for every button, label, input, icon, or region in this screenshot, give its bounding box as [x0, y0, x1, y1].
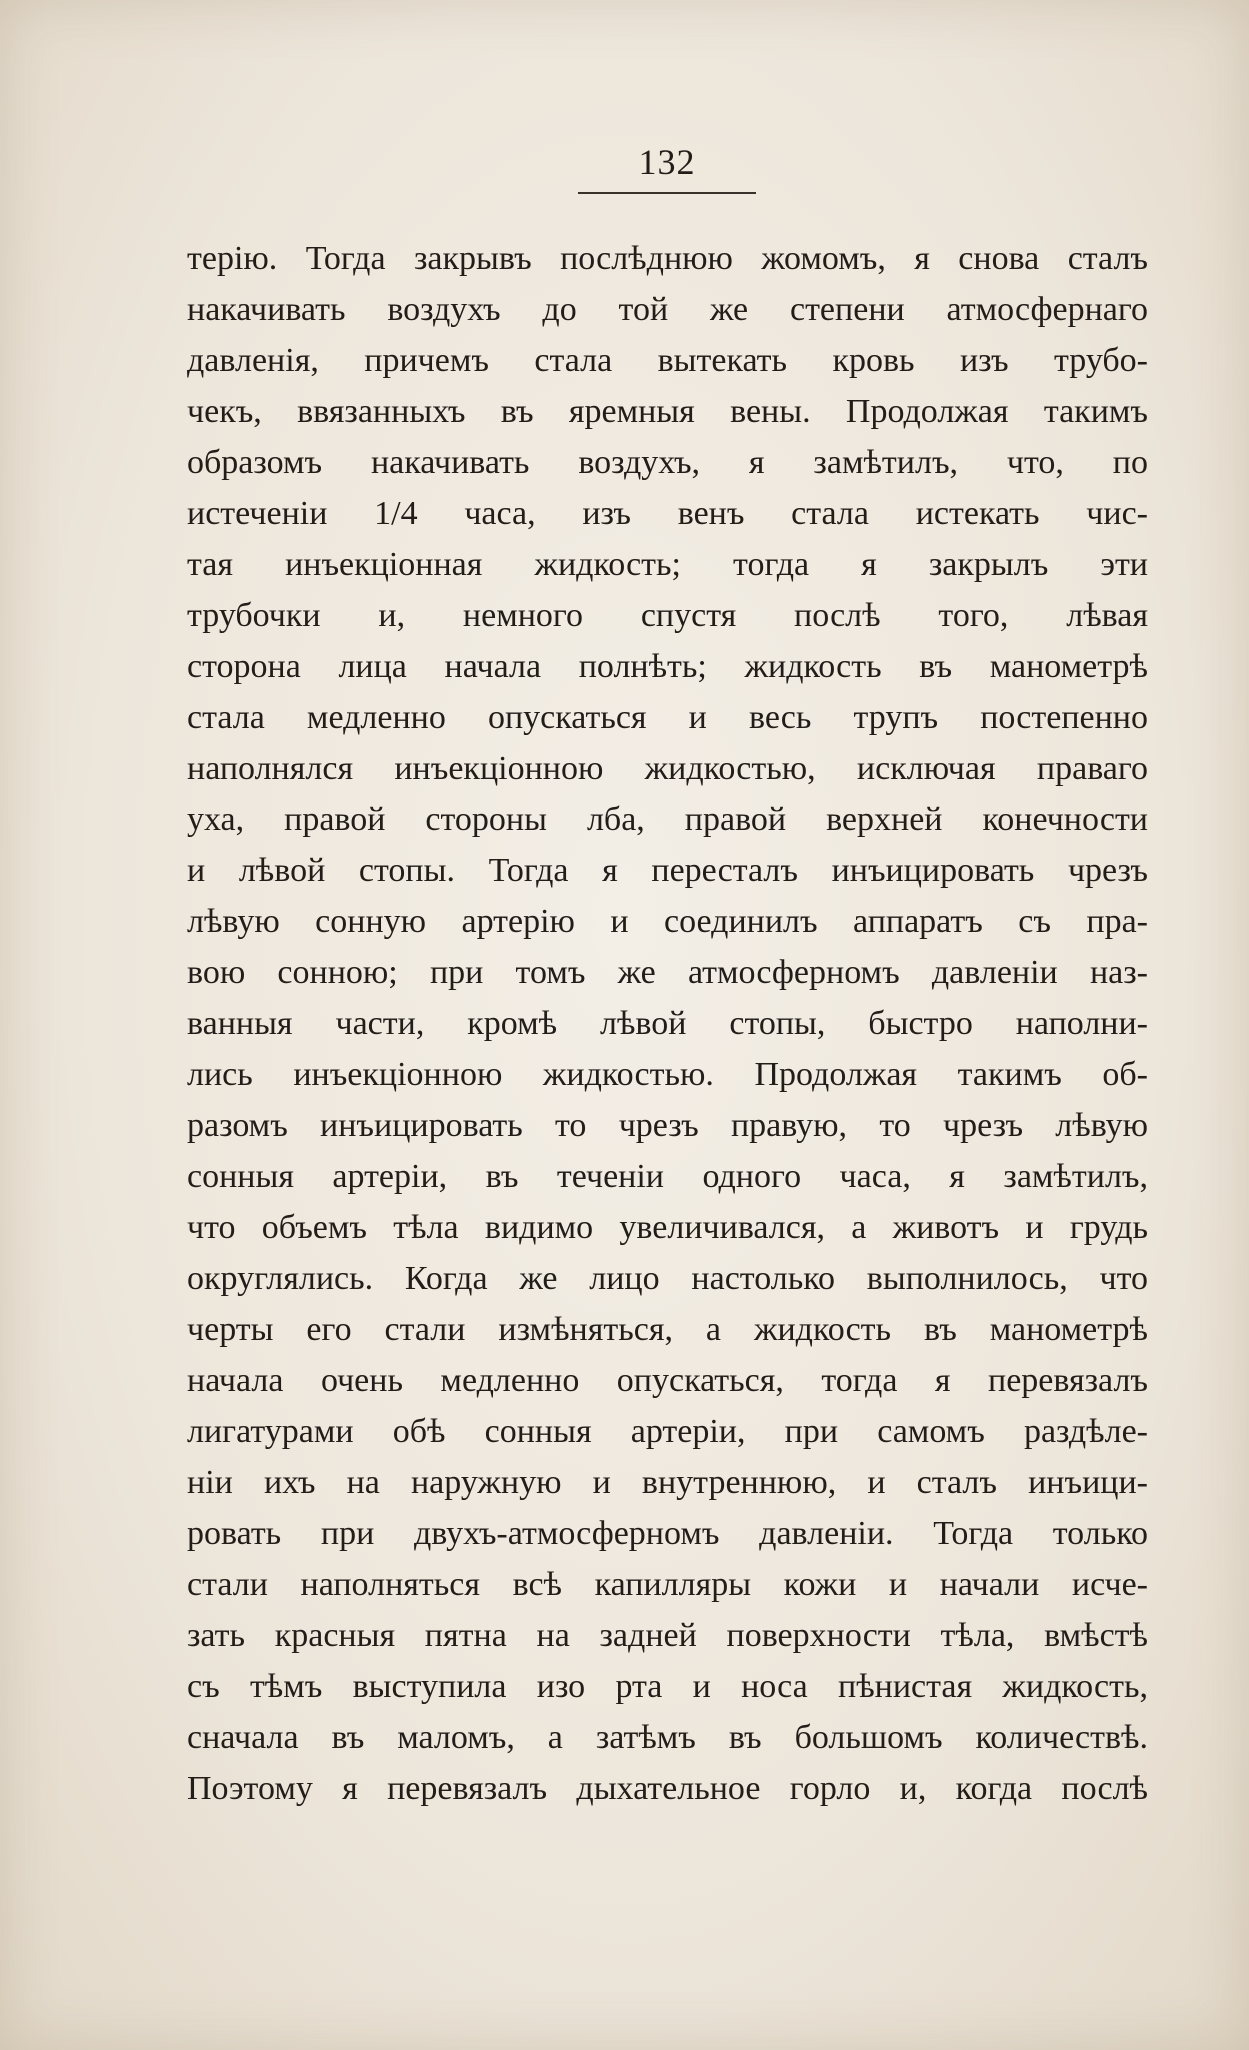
header-rule [578, 192, 756, 194]
text-line: Поэтому я перевязалъ дыхательное горло и, когда послѣ [187, 1770, 1148, 1807]
text-line: зать красныя пятна на задней поверхности тѣла, вмѣстѣ [187, 1617, 1148, 1654]
text-line: вою сонною; при томъ же атмосферномъ давленіи наз- [187, 954, 1148, 991]
text-line: чекъ, ввязанныхъ въ яремныя вены. Продолжая такимъ [187, 393, 1148, 430]
body-text [187, 233, 1148, 1814]
text-line: накачивать воздухъ до той же степени атмосфернаго [187, 291, 1148, 328]
text-line: что объемъ тѣла видимо увеличивался, а животъ и грудь [187, 1209, 1148, 1246]
text-line: ровать при двухъ-атмосферномъ давленіи. Тогда только [187, 1515, 1148, 1552]
text-line: сначала въ маломъ, а затѣмъ въ большомъ количествѣ. [187, 1719, 1148, 1756]
text-line: сторона лица начала полнѣть; жидкость въ манометрѣ [187, 648, 1148, 685]
page-number: 132 [638, 142, 696, 182]
text-line: терію. Тогда закрывъ послѣднюю жомомъ, я снова сталъ [187, 240, 1148, 277]
text-line: съ тѣмъ выступила изо рта и носа пѣнистая жидкость, [187, 1668, 1148, 1705]
text-line: округлялись. Когда же лицо настолько выполнилось, что [187, 1260, 1148, 1297]
text-line: лись инъекціонною жидкостью. Продолжая такимъ об- [187, 1056, 1148, 1093]
text-line: сонныя артеріи, въ теченіи одного часа, я замѣтилъ, [187, 1158, 1148, 1195]
text-line: наполнялся инъекціонною жидкостью, исключая праваго [187, 750, 1148, 787]
text-line: тая инъекціонная жидкость; тогда я закрылъ эти [187, 546, 1148, 583]
text-line: и лѣвой стопы. Тогда я пересталъ инъицировать чрезъ [187, 852, 1148, 889]
text-line: давленія, причемъ стала вытекать кровь изъ трубо- [187, 342, 1148, 379]
text-line: ванныя части, кромѣ лѣвой стопы, быстро наполни- [187, 1005, 1148, 1042]
text-line: уха, правой стороны лба, правой верхней конечности [187, 801, 1148, 838]
text-line: черты его стали измѣняться, а жидкость въ манометрѣ [187, 1311, 1148, 1348]
text-line: истеченіи 1/4 часа, изъ венъ стала истекать чис- [187, 495, 1148, 532]
text-line: трубочки и, немного спустя послѣ того, лѣвая [187, 597, 1148, 634]
text-line: разомъ инъицировать то чрезъ правую, то чрезъ лѣвую [187, 1107, 1148, 1144]
text-line: лѣвую сонную артерію и соединилъ аппаратъ съ пра- [187, 903, 1148, 940]
text-line: образомъ накачивать воздухъ, я замѣтилъ, что, по [187, 444, 1148, 481]
text-line: ніи ихъ на наружную и внутреннюю, и сталъ инъици- [187, 1464, 1148, 1501]
text-line: стали наполняться всѣ капилляры кожи и начали исче- [187, 1566, 1148, 1603]
text-line: стала медленно опускаться и весь трупъ постепенно [187, 699, 1148, 736]
text-line: начала очень медленно опускаться, тогда я перевязалъ [187, 1362, 1148, 1399]
text-line: лигатурами обѣ сонныя артеріи, при самомъ раздѣле- [187, 1413, 1148, 1450]
